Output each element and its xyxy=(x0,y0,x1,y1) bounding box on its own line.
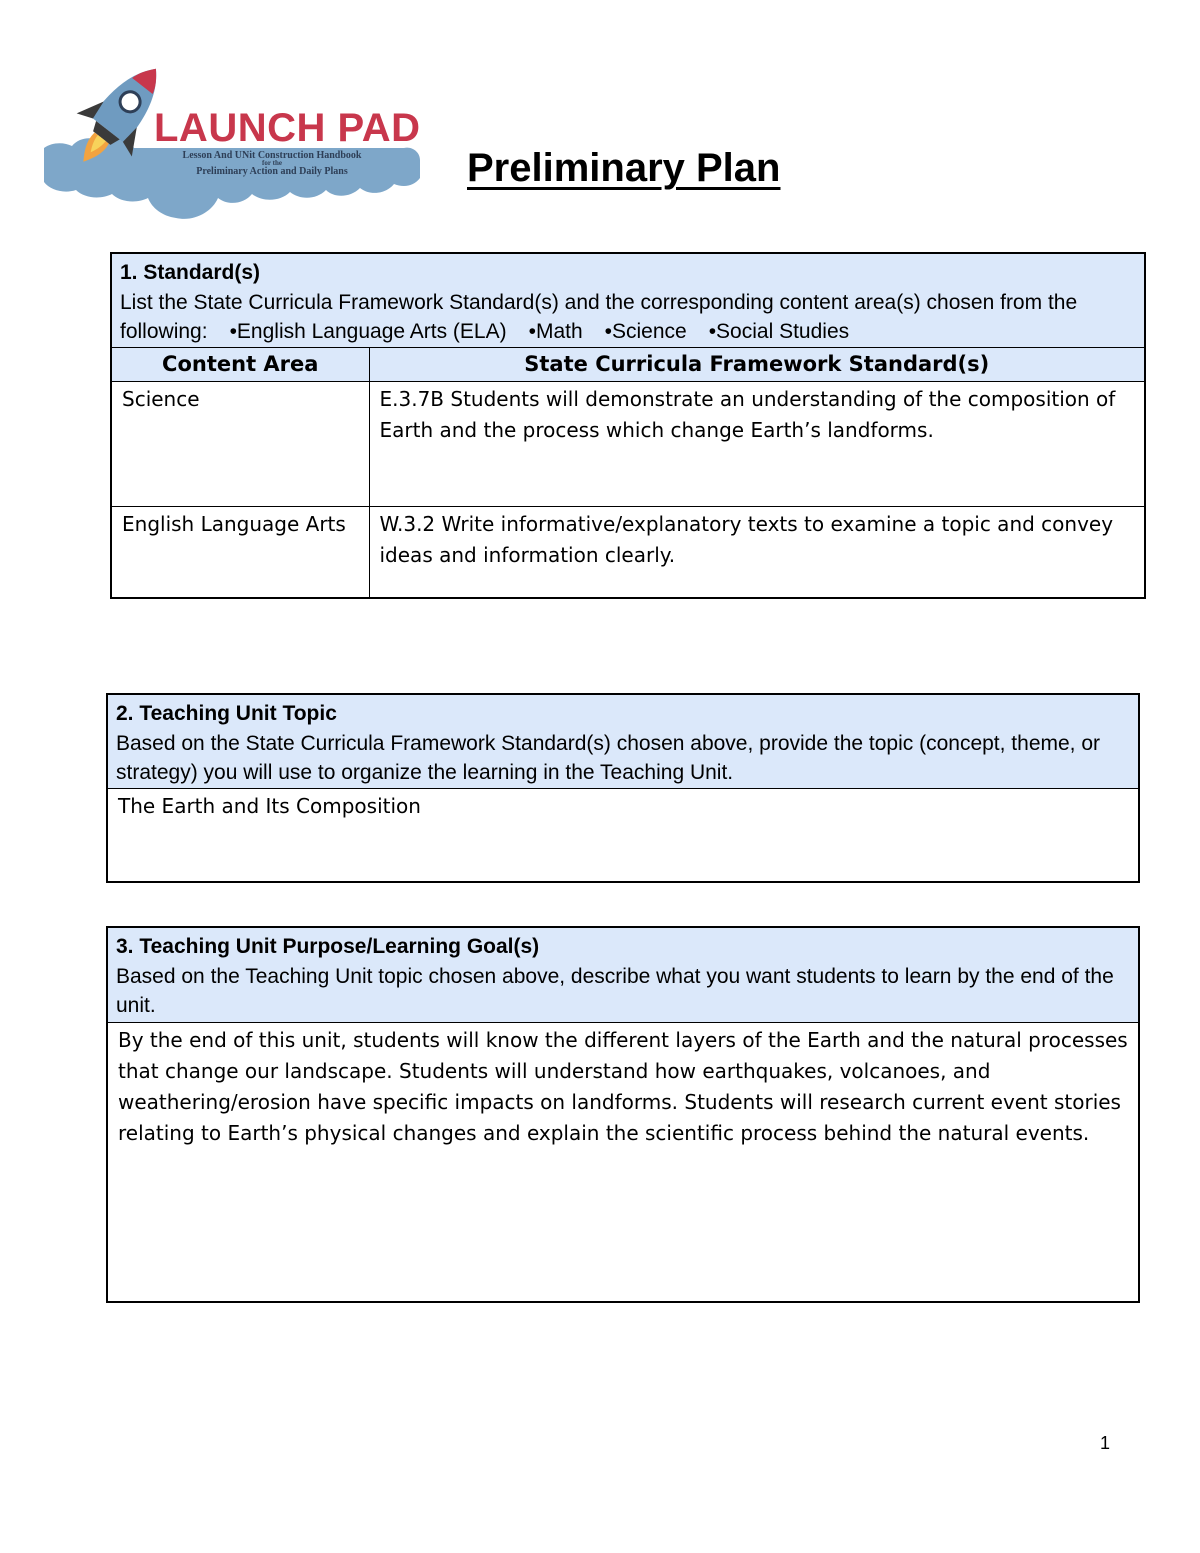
option-social-studies: •Social Studies xyxy=(708,320,850,343)
section-1-instruction: List the State Curricula Framework Standard(s) and the corresponding content area(s) chosen from the xyxy=(120,290,1078,314)
option-math: •Math xyxy=(528,320,583,343)
section-2-title: 2. Teaching Unit Topic xyxy=(116,702,337,725)
section-2-instruction: Based on the State Curricula Framework Standard(s) chosen above, provide the topic (concept, theme, or strategy) you will use to organize the learning in the Teaching Unit. xyxy=(116,731,1101,784)
logo-tagline xyxy=(152,151,392,176)
page-title: Preliminary Plan xyxy=(467,146,781,190)
standard-cell: E.3.7B Students will demonstrate an understanding of the composition of Earth and the process which change Earth’s landforms. xyxy=(369,381,1145,506)
section-3-title: 3. Teaching Unit Purpose/Learning Goal(s) xyxy=(116,935,540,958)
launch-pad-logo xyxy=(44,56,420,226)
following-label: following: xyxy=(120,320,208,343)
content-area-cell: Science xyxy=(111,381,369,506)
column-header-standard: State Curricula Framework Standard(s) xyxy=(369,347,1145,381)
section-1-title: 1. Standard(s) xyxy=(120,261,261,284)
standard-cell: W.3.2 Write informative/explanatory texts to examine a topic and convey ideas and information clearly. xyxy=(369,506,1145,598)
goals-answer: By the end of this unit, students will know the different layers of the Earth and the natural processes that change our landscape. Students will understand how earthquakes, volcanoes, and weathering/erosion have specific impacts on landforms. Students will research current event stories relating to Earth’s physical changes and explain the scientific process behind the natural events. xyxy=(107,1023,1139,1303)
standards-table xyxy=(110,252,1146,599)
column-header-content-area: Content Area xyxy=(111,347,369,381)
section-3-instruction: Based on the Teaching Unit topic chosen above, describe what you want students to learn by the end of the unit. xyxy=(116,964,1114,1017)
option-science: •Science xyxy=(604,320,687,343)
logo-title: LAUNCH PAD xyxy=(154,106,421,150)
content-area-cell: English Language Arts xyxy=(111,506,369,598)
goals-header xyxy=(107,927,1139,1023)
table-row xyxy=(111,381,1145,506)
logo-tagline-line1: Lesson And UNit Construction Handbook xyxy=(182,150,362,161)
logo-tagline-line2: Preliminary Action and Daily Plans xyxy=(196,166,348,177)
topic-answer: The Earth and Its Composition xyxy=(107,788,1139,882)
logo-tagline-small: for the xyxy=(262,159,282,167)
page-number: 1 xyxy=(1100,1433,1111,1453)
learning-goals-table xyxy=(106,926,1140,1303)
standards-header xyxy=(111,253,1145,347)
topic-header xyxy=(107,694,1139,788)
option-ela: •English Language Arts (ELA) xyxy=(229,320,507,343)
teaching-unit-topic-table xyxy=(106,693,1140,883)
table-row xyxy=(111,506,1145,598)
